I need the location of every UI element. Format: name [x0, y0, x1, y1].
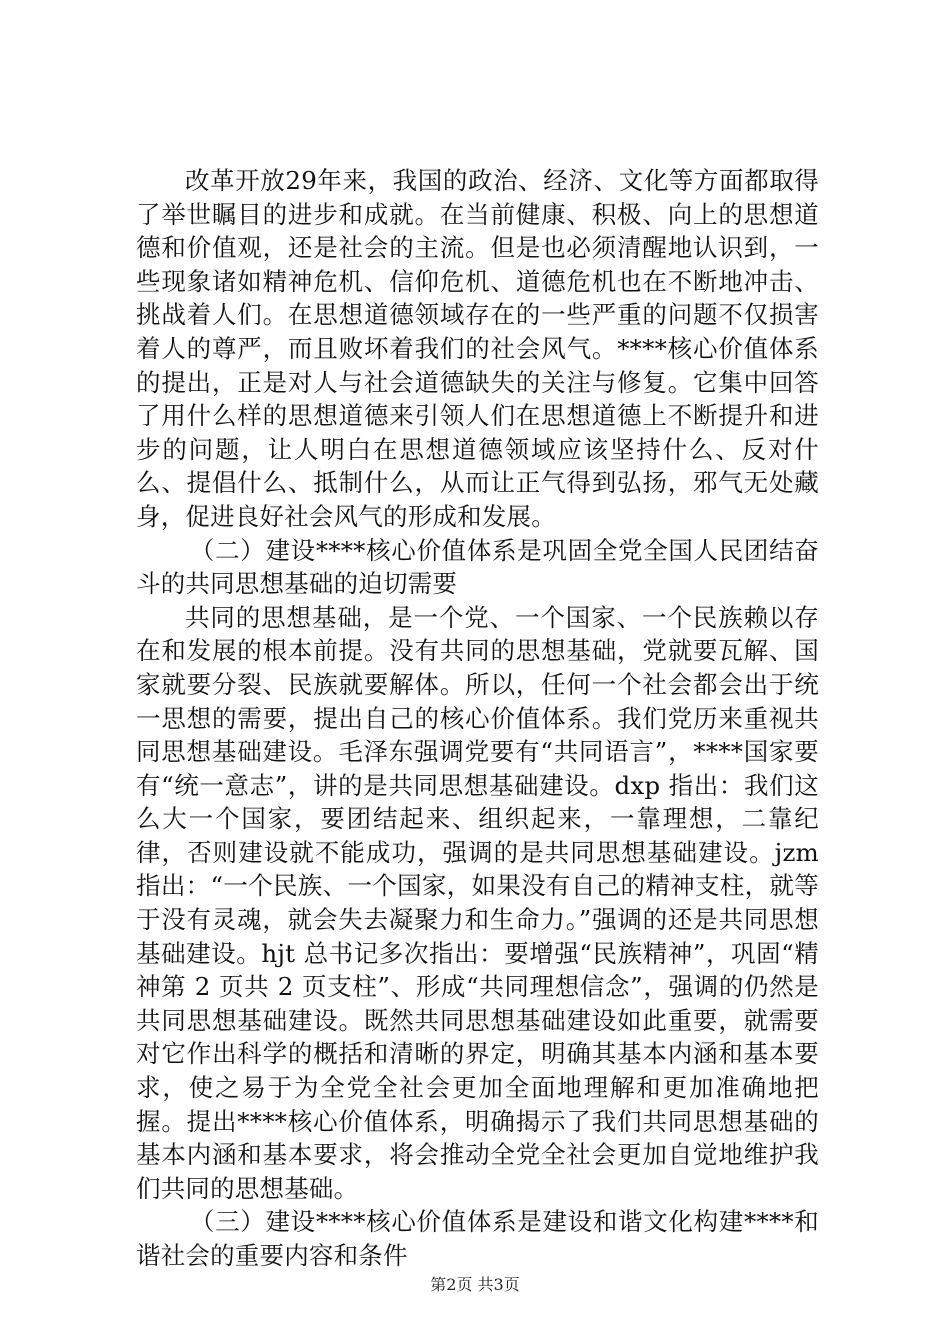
document-body — [136, 164, 819, 1273]
body-paragraph: 共同的思想基础，是一个党、一个国家、一个民族赖以存在和发展的根本前提。没有共同的思想基础，党就要瓦解、国家就要分裂、民族就要解体。所以，任何一个社会都会出于统一思想的需要，提出自己的核心价值体系。我们党历来重视共同思想基础建设。毛泽东强调党要有“共同语言”，****国家要有“统一意志”，讲的是共同思想基础建设。dxp 指出：我们这么大一个国家，要团结起来、组织起来，一靠理想，二靠纪律，否则建设就不能成功，强调的是共同思想基础建设。jzm 指出：“一个民族、一个国家，如果没有自己的精神支柱，就等于没有灵魂，就会失去凝聚力和生命力。”强调的还是共同思想基础建设。hjt 总书记多次指出：要增强“民族精神”，巩固“精神第 2 页共 2 页支柱”、形成“共同理想信念”，强调的仍然是共同思想基础建设。既然共同思想基础建设如此重要，就需要对它作出科学的概括和清晰的界定，明确其基本内涵和基本要求，使之易于为全党全社会更加全面地理解和更加准确地把握。提出****核心价值体系，明确揭示了我们共同思想基础的基本内涵和基本要求，将会推动全党全社会更加自觉地维护我们共同的思想基础。 — [136, 602, 819, 1203]
section-heading: （二）建设****核心价值体系是巩固全党全国人民团结奋斗的共同思想基础的迫切需要 — [136, 535, 819, 599]
body-paragraph: 改革开放29年来，我国的政治、经济、文化等方面都取得了举世瞩目的进步和成就。在当前健康、积极、向上的思想道德和价值观，还是社会的主流。但是也必须清醒地认识到，一些现象诸如精神危机、信仰危机、道德危机也在不断地冲击、挑战着人们。在思想道德领域存在的一些严重的问题不仅损害着人的尊严，而且败坏着我们的社会风气。****核心价值体系的提出，正是对人与社会道德缺失的关注与修复。它集中回答了用什么样的思想道德来引领人们在思想道德上不断提升和进步的问题，让人明白在思想道德领域应该坚持什么、反对什么、提倡什么、抵制什么，从而让正气得到弘扬，邪气无处藏身，促进良好社会风气的形成和发展。 — [136, 166, 819, 531]
section-heading: （三）建设****核心价值体系是建设和谐文化构建****和谐社会的重要内容和条件 — [136, 1207, 819, 1270]
page-footer: 第2页 共3页 — [430, 1275, 520, 1294]
